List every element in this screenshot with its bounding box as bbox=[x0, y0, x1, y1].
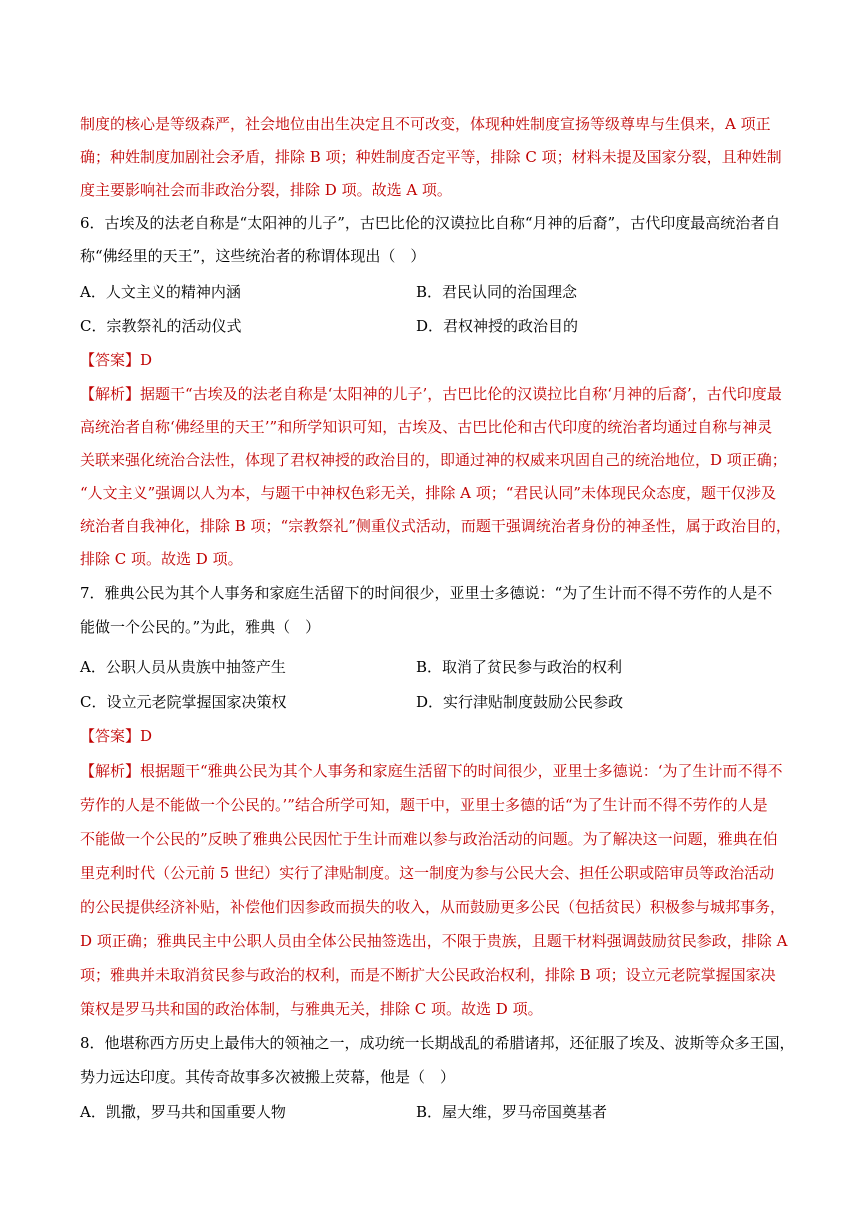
question-6-stem: 称“佛经里的天王”，这些统治者的称谓体现出（ ） bbox=[80, 247, 426, 265]
q7-analysis-line: 项；雅典并未取消贫民参与政治的权利，而是不断扩大公民政治权利，排除 B 项；设立元老院掌握国家决 bbox=[80, 966, 776, 984]
question-7-stem: 7．雅典公民为其个人事务和家庭生活留下的时间很少，亚里士多德说：“为了生计而不得不劳作的人是不 bbox=[80, 584, 773, 602]
answer-tag: 【答案】 bbox=[80, 727, 141, 745]
q7-analysis-line bbox=[80, 761, 800, 781]
q7-option-b: B．取消了贫民参与政治的权利 bbox=[416, 658, 623, 676]
q6-analysis-line: 高统治者自称‘佛经里的天王’”和所学知识可知，古埃及、古巴比伦和古代印度的统治者均通过自称与神灵 bbox=[80, 418, 773, 436]
q7-answer bbox=[80, 726, 800, 746]
q7-analysis-line: 里克利时代（公元前 5 世纪）实行了津贴制度。这一制度为参与公民大会、担任公职或陪审员等政治活动 bbox=[80, 864, 775, 882]
answer-tag: 【答案】 bbox=[80, 351, 141, 369]
q7-analysis-line: D 项正确；雅典民主中公职人员由全体公民抽签选出，不限于贵族，且题干材料强调鼓励贫民参政，排除 A bbox=[80, 932, 788, 950]
answer-value: D bbox=[140, 727, 153, 745]
q7-analysis-line: 的公民提供经济补贴，补偿他们因参政而损失的收入，从而鼓励更多公民（包括贫民）积极参与城邦事务， bbox=[80, 898, 786, 916]
q8-option-a: A．凯撒，罗马共和国重要人物 bbox=[80, 1103, 286, 1121]
q6-analysis-line: 关联来强化统治合法性，体现了君权神授的政治目的，即通过神的权威来巩固自己的统治地位，D 项正确； bbox=[80, 451, 787, 469]
question-6-stem: 6．古埃及的法老自称是“太阳神的儿子”，古巴比伦的汉谟拉比自称“月神的后裔”，古代印度最高统治者自 bbox=[80, 214, 781, 232]
q7-option-d: D．实行津贴制度鼓励公民参政 bbox=[416, 693, 624, 711]
q6-analysis-line: “人文主义”强调以人为本，与题干中神权色彩无关，排除 A 项；“君民认同”未体现民众态度，题干仅涉及 bbox=[80, 484, 777, 502]
q8-option-b: B．屋大维，罗马帝国奠基者 bbox=[416, 1103, 608, 1121]
explanation-line: 制度的核心是等级森严，社会地位由出生决定且不可改变，体现种姓制度宣扬等级尊卑与生俱来，A 项正 bbox=[80, 115, 771, 133]
q6-option-a: A．人文主义的精神内涵 bbox=[80, 283, 241, 301]
q7-analysis-line: 劳作的人是不能做一个公民的。’”结合所学可知，题干中，亚里士多德的话“为了生计而不得不劳作的人是 bbox=[80, 796, 768, 814]
q6-answer bbox=[80, 350, 800, 370]
analysis-text: 据题干“古埃及的法老自称是‘太阳神的儿子’，古巴比伦的汉谟拉比自称‘月神的后裔’，古代印度最 bbox=[140, 385, 782, 403]
q6-analysis-line bbox=[80, 384, 800, 404]
q6-option-d: D．君权神授的政治目的 bbox=[416, 317, 579, 335]
q6-analysis-line: 统治者自我神化，排除 B 项；“宗教祭礼”侧重仪式活动，而题干强调统治者身份的神圣性，属于政治目的， bbox=[80, 517, 791, 535]
explanation-line: 确；种姓制度加剧社会矛盾，排除 B 项；种姓制度否定平等，排除 C 项；材料未提及国家分裂，且种姓制 bbox=[80, 148, 782, 166]
analysis-text: 根据题干“雅典公民为其个人事务和家庭生活留下的时间很少，亚里士多德说：‘为了生计而不得不 bbox=[140, 762, 783, 780]
analysis-tag: 【解析】 bbox=[80, 385, 141, 403]
question-7-stem: 能做一个公民的。”为此，雅典（ ） bbox=[80, 618, 321, 636]
question-8-stem: 势力远达印度。其传奇故事多次被搬上荧幕，他是（ ） bbox=[80, 1068, 456, 1086]
q6-option-c: C．宗教祭礼的活动仪式 bbox=[80, 317, 242, 335]
q7-option-c: C．设立元老院掌握国家决策权 bbox=[80, 693, 287, 711]
analysis-tag: 【解析】 bbox=[80, 762, 141, 780]
q6-analysis-line: 排除 C 项。故选 D 项。 bbox=[80, 550, 243, 568]
q7-analysis-line: 策权是罗马共和国的政治体制，与雅典无关，排除 C 项。故选 D 项。 bbox=[80, 1000, 543, 1018]
explanation-line: 度主要影响社会而非政治分裂，排除 D 项。故选 A 项。 bbox=[80, 181, 452, 199]
q7-analysis-line: 不能做一个公民的”反映了雅典公民因忙于生计而难以参与政治活动的问题。为了解决这一问题，雅典在伯 bbox=[80, 830, 778, 848]
q6-option-b: B．君民认同的治国理念 bbox=[416, 283, 578, 301]
q7-option-a: A．公职人员从贵族中抽签产生 bbox=[80, 658, 286, 676]
answer-value: D bbox=[140, 351, 153, 369]
question-8-stem: 8．他堪称西方历史上最伟大的领袖之一，成功统一长期战乱的希腊诸邦，还征服了埃及、波斯等众多王国， bbox=[80, 1034, 795, 1052]
